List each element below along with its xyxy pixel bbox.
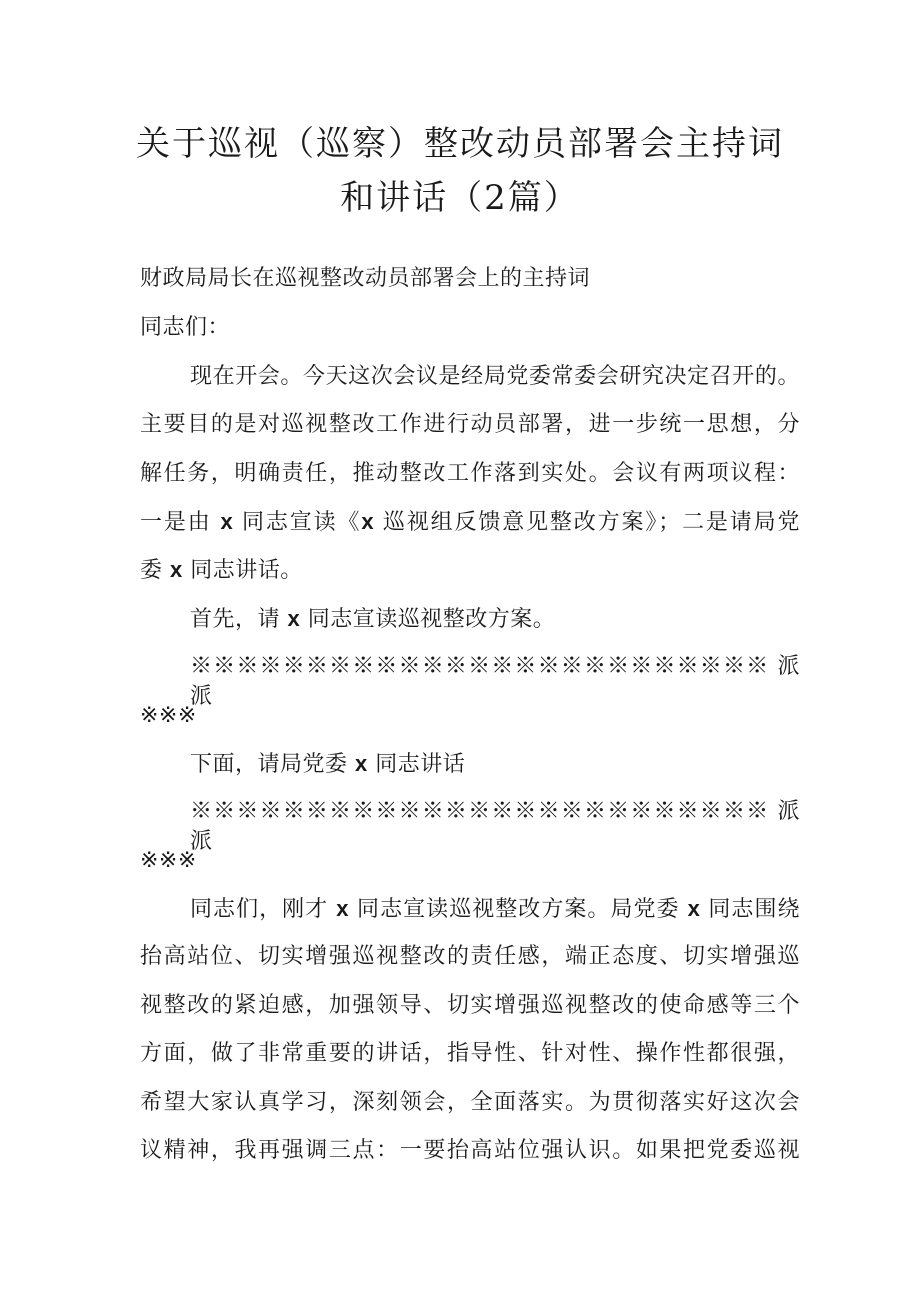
text-segment: 下面，请局党委 [190,752,355,777]
paragraph-4-line-6: 议精神，我再强调三点：一要抬高站位强认识。如果把党委巡视 [140,1138,800,1163]
paragraph-1-line-4 [140,507,800,537]
placeholder-x: x [687,896,701,921]
paragraph-4-line-4: 方面，做了非常重要的讲话，指导性、针对性、操作性都很强， [140,1041,800,1066]
document-title-line-1: 关于巡视（巡察）整改动员部署会主持词 [136,124,784,164]
text-segment: 委 [140,558,170,583]
text-segment: 同志宣读巡视整改方案。局党委 [349,897,688,922]
speech-subtitle: 财政局局长在巡视整改动员部署会上的主持词 [140,266,591,291]
text-segment: 同志讲话。 [182,558,303,583]
placeholder-x: x [355,751,368,776]
paragraph-1-line-1: 现在开会。今天这次会议是经局党委常委会研究决定召开的。 [190,364,800,389]
paragraph-4-line-3: 视整改的紧迫感，加强领导、切实增强巡视整改的使命感等三个 [140,993,800,1018]
text-segment: 同志们，刚才 [190,897,337,922]
placeholder-x: x [170,557,183,582]
placeholder-x: x [361,509,375,534]
paragraph-1-line-2: 主要目的是对巡视整改工作进行动员部署，进一步统一思想，分 [140,412,800,437]
text-segment: 首先，请 [190,607,288,632]
placeholder-block-2-line-2: ※※※ [140,848,197,873]
placeholder-block-2-line-1: ※※※※※※※※※※※※※※※※※※※※※※※※※ 派 派 [190,799,800,854]
placeholder-x: x [220,509,234,534]
paragraph-1-line-5 [140,555,800,586]
placeholder-block-1-line-1: ※※※※※※※※※※※※※※※※※※※※※※※※※ 派 派 [190,654,800,709]
paragraph-2 [190,604,800,635]
text-segment: 同志宣读《 [233,510,362,535]
placeholder-x: x [336,896,350,921]
paragraph-3 [190,749,800,780]
text-segment: 同志围绕 [700,897,801,922]
paragraph-1-line-3: 解任务，明确责任，推动整改工作落到实处。会议有两项议程： [140,461,800,486]
text-segment: 同志讲话 [367,752,466,777]
paragraph-4-line-1 [190,894,800,924]
text-segment: 同志宣读巡视整改方案。 [300,607,556,632]
placeholder-x: x [287,606,301,631]
paragraph-4-line-5: 希望大家认真学习，深刻领会，全面落实。为贯彻落实好这次会 [140,1090,800,1115]
paragraph-4-line-2: 抬高站位、切实增强巡视整改的责任感，端正态度、切实增强巡 [140,944,800,969]
salutation: 同志们： [140,315,231,340]
document-title-line-2: 和讲话（2篇） [340,178,580,218]
text-segment: 一是由 [140,510,221,535]
placeholder-block-1-line-2: ※※※ [140,703,197,728]
text-segment: 巡视组反馈意见整改方案》；二是请局党 [374,510,801,535]
